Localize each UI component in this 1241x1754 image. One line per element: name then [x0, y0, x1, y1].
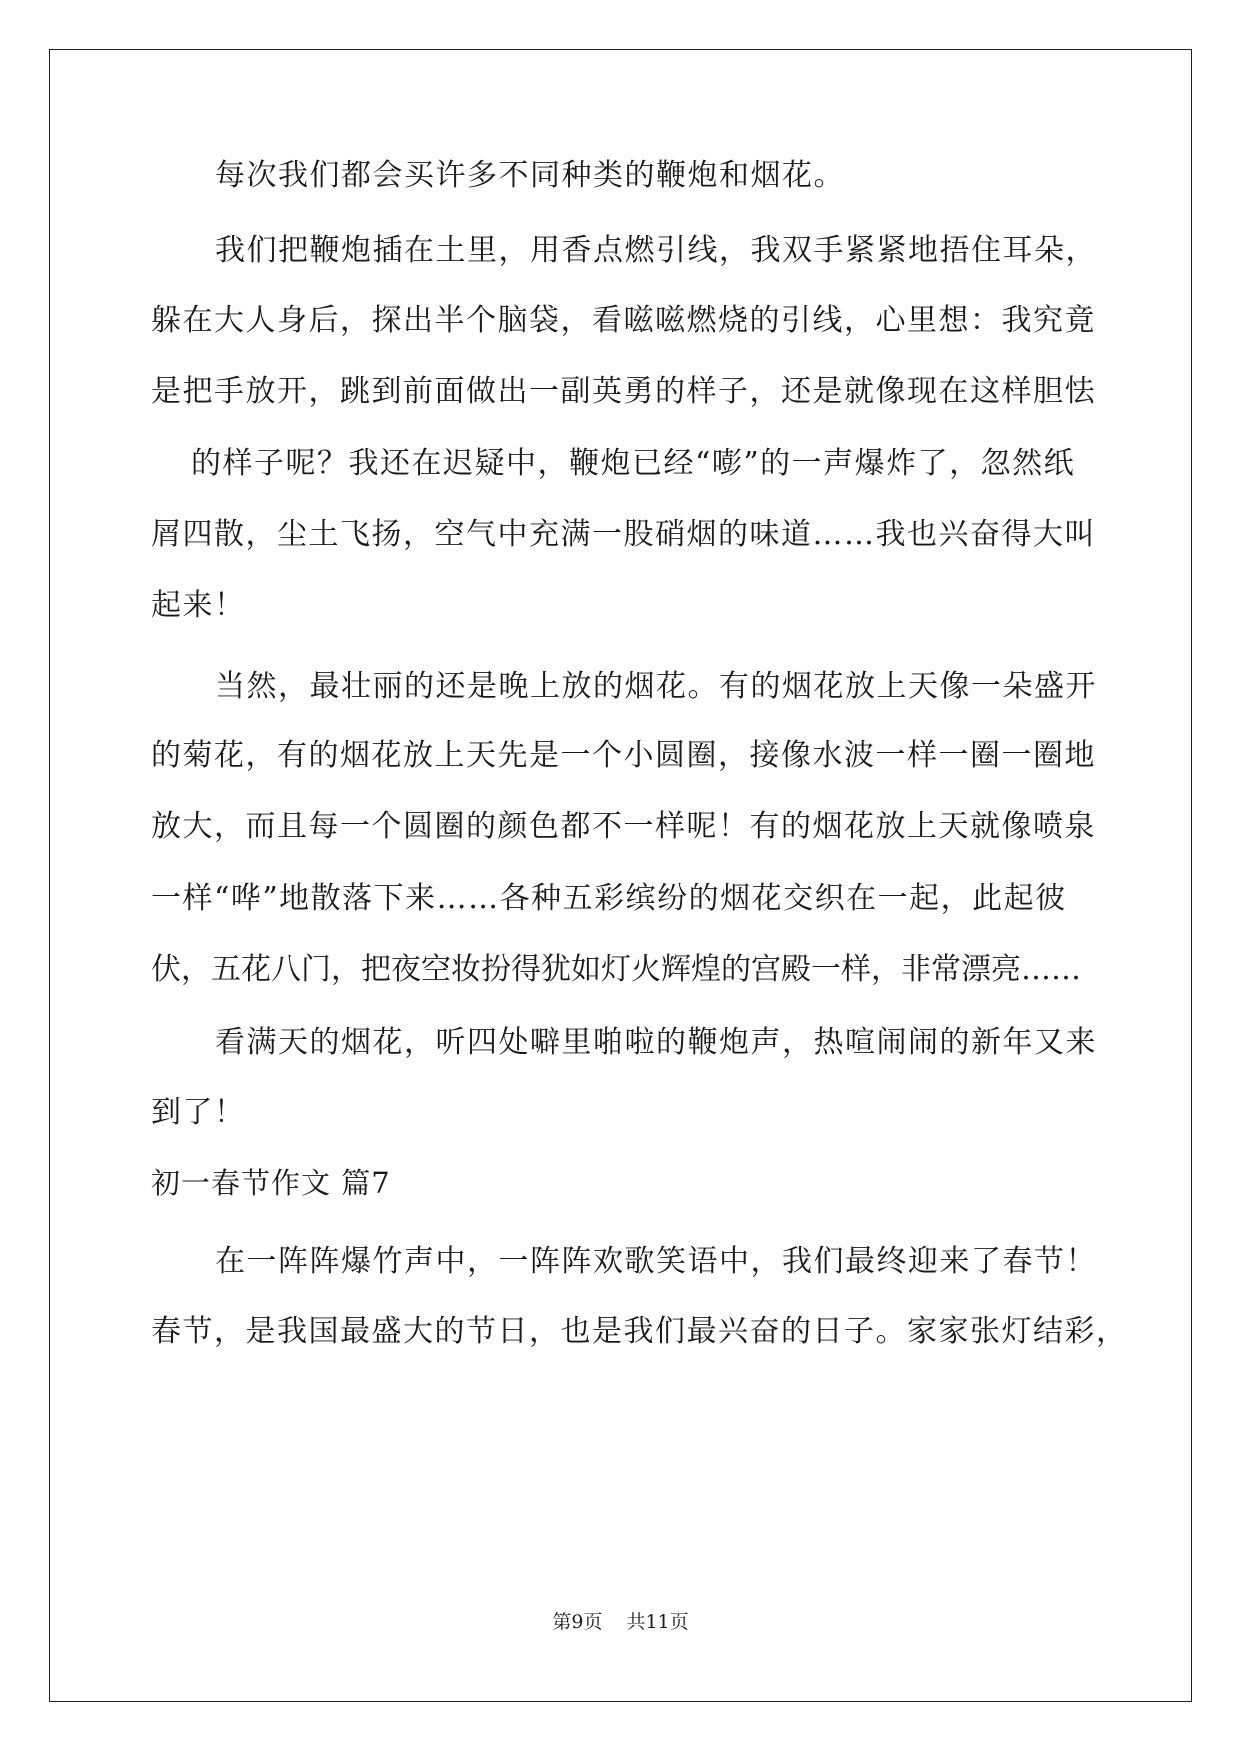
- text-line: 是把手放开，跳到前面做出一副英勇的样子，还是就像现在这样胆怯: [151, 374, 1096, 409]
- page-total: 共11页: [626, 1611, 689, 1633]
- section-heading: 初一春节作文 篇7: [151, 1166, 391, 1200]
- text-line: 的样子呢？我还在迟疑中，鞭炮已经“嘭”的一声爆炸了，忽然纸: [191, 446, 1076, 481]
- page-border: [49, 49, 1192, 1702]
- text-line: 到了！: [151, 1095, 246, 1130]
- page-number: 第9页: [552, 1611, 603, 1633]
- text-line: 屑四散，尘土飞扬，空气中充满一股硝烟的味道……我也兴奋得大叫: [151, 517, 1096, 552]
- text-line: 的菊花，有的烟花放上天先是一个小圆圈，接像水波一样一圈一圈地: [151, 738, 1096, 773]
- text-line: 看满天的烟花，听四处噼里啪啦的鞭炮声，热喧闹闹的新年又来: [215, 1025, 1097, 1060]
- text-line: 当然，最壮丽的还是晚上放的烟花。有的烟花放上天像一朵盛开: [215, 669, 1097, 704]
- text-line: 伏，五花八门，把夜空妆扮得犹如灯火辉煌的宫殿一样，非常漂亮……: [151, 952, 1081, 987]
- text-line: 我们把鞭炮插在土里，用香点燃引线，我双手紧紧地捂住耳朵，: [215, 233, 1097, 268]
- text-line: 一样“哗”地散落下来……各种五彩缤纷的烟花交织在一起，此起彼: [151, 881, 1067, 916]
- text-line: 春节，是我国最盛大的节日，也是我们最兴奋的日子。家家张灯结彩，: [151, 1314, 1128, 1349]
- text-line: 起来！: [151, 588, 246, 623]
- text-line: 躲在大人身后，探出半个脑袋，看嗞嗞燃烧的引线，心里想：我究竟: [151, 303, 1096, 338]
- text-line: 放大，而且每一个圆圈的颜色都不一样呢！有的烟花放上天就像喷泉: [151, 809, 1096, 844]
- page-footer: [0, 1610, 1241, 1634]
- text-line: 在一阵阵爆竹声中，一阵阵欢歌笑语中，我们最终迎来了春节！: [215, 1244, 1097, 1279]
- text-line: 每次我们都会买许多不同种类的鞭炮和烟花。: [215, 158, 845, 193]
